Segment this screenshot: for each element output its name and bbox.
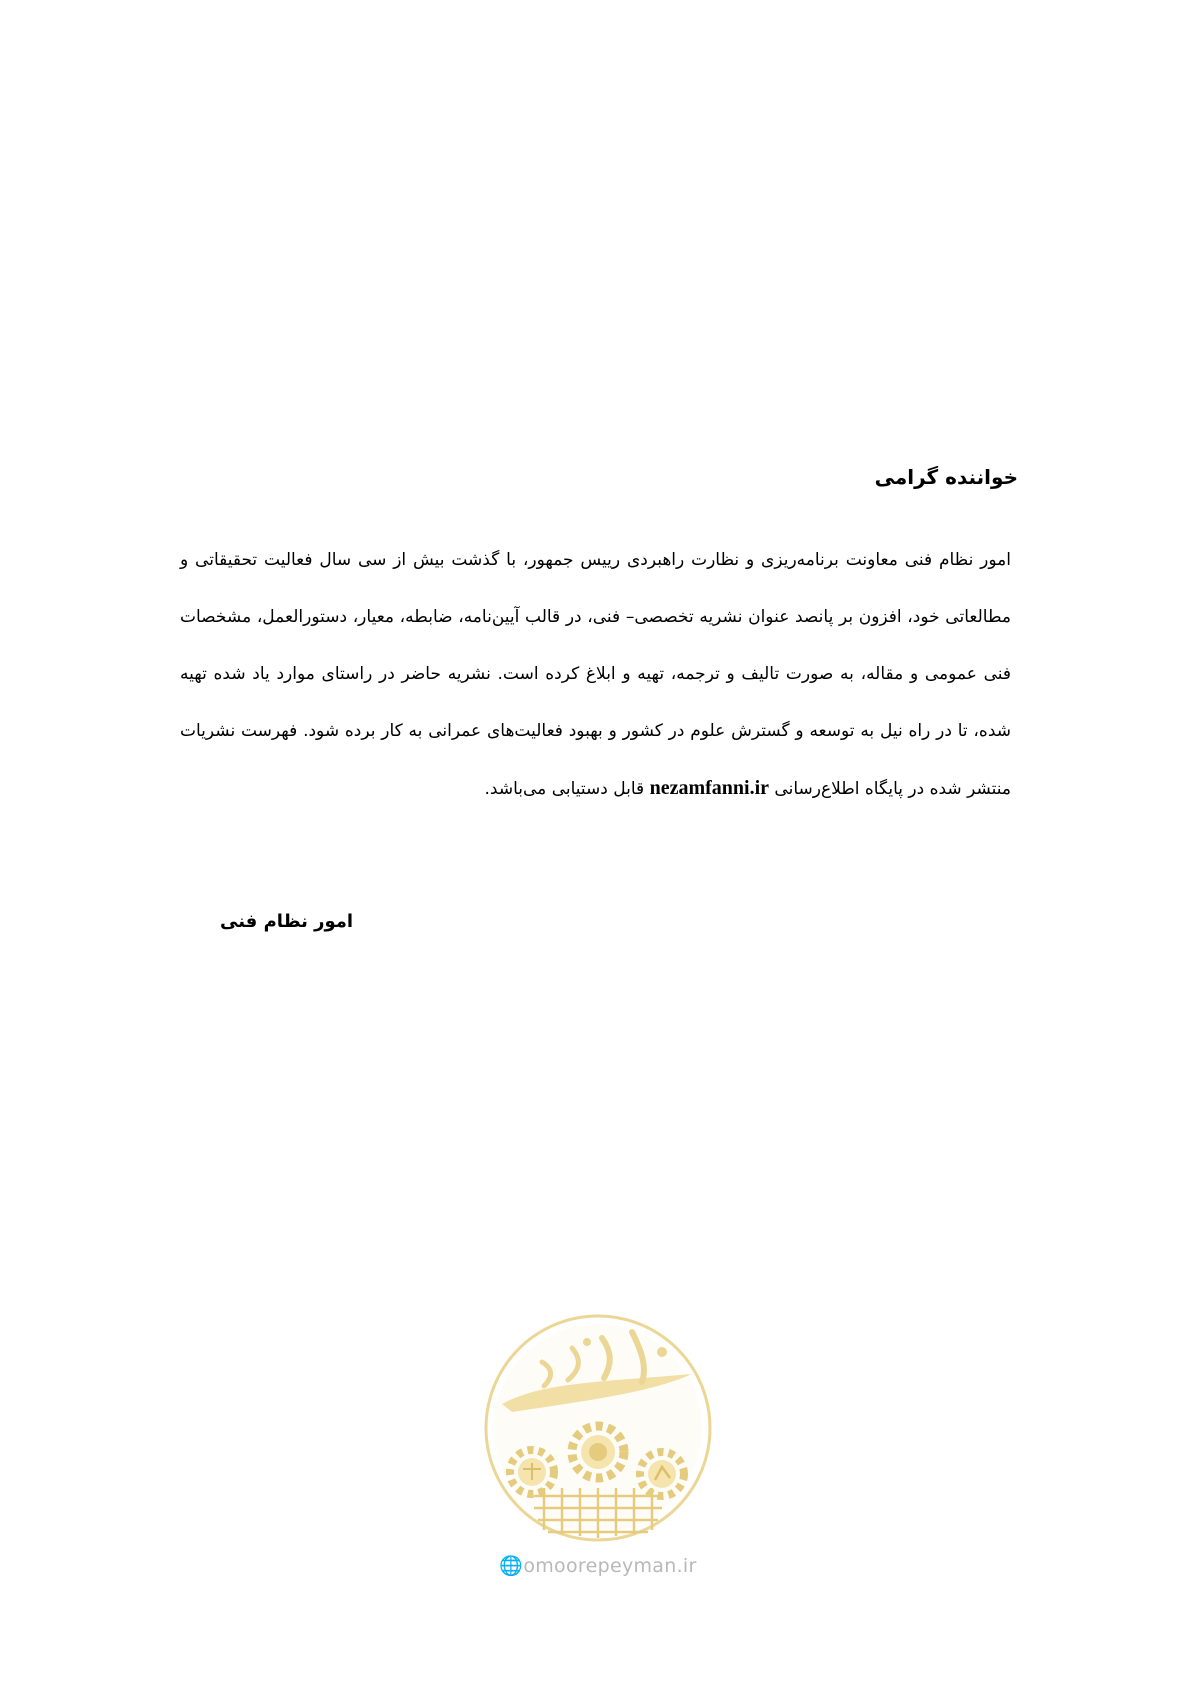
logo-mark (486, 1316, 710, 1540)
watermark-caption-text: omoorepeyman.ir (523, 1555, 697, 1577)
page-heading: خواننده گرامی (874, 465, 1018, 489)
omoore-peyman-logo-watermark (482, 1312, 714, 1544)
globe-icon: 🌐 (499, 1555, 524, 1577)
body-text-before-site: امور نظام فنی معاونت برنامه‌ریزی و نظارت راهبردی رییس جمهور، با گذشت بیش از سی سال فعالیت تحقیقاتی و مطالعاتی خود، افزون بر پانصد عنوان نشریه تخصصی– فنی، در قالب آیین‌نامه، ضابطه، معیار، دستورالعمل، مشخصات فنی عمومی و مقاله، به صورت تالیف و ترجمه، تهیه و ابلاغ کرده است. نشریه حاضر در راستای موارد یاد شده تهیه شده، تا در راه نیل به توسعه و گسترش علوم در کشور و بهبود فعالیت‌های عمرانی به کار برده شود. فهرست نشریات منتشر شده در پایگاه اطلاع‌رسانی (180, 550, 1011, 799)
body-paragraph (180, 532, 1011, 818)
website-link[interactable]: nezamfanni.ir (649, 777, 770, 799)
body-text-after-site: قابل دستیابی می‌باشد. (484, 779, 645, 799)
signature: امور نظام فنی (220, 911, 354, 932)
watermark-caption (482, 1554, 714, 1577)
